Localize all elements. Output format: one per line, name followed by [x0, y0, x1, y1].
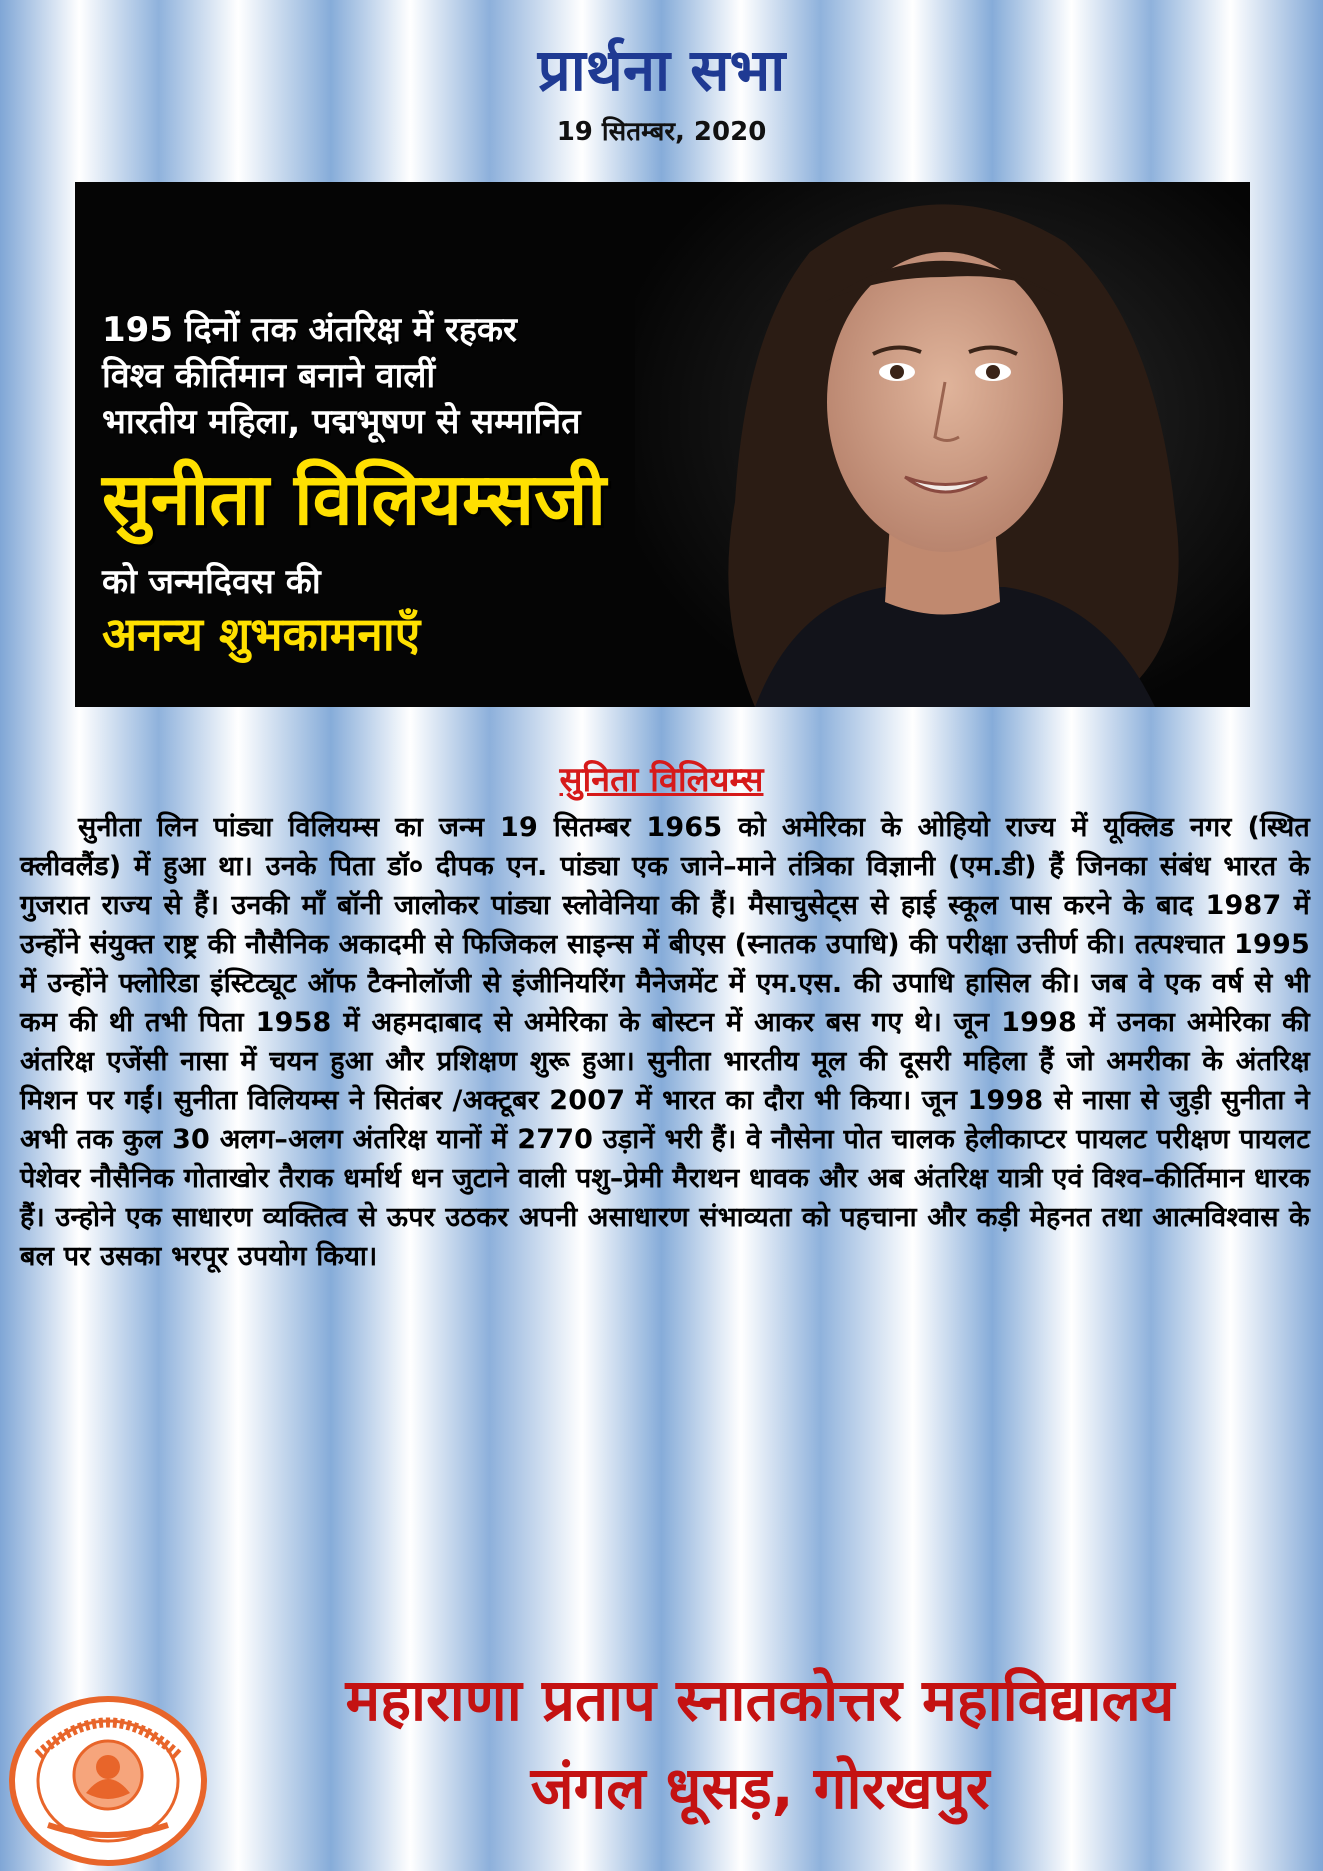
- banner-line-4: को जन्मदिवस की: [102, 562, 321, 602]
- banner-line-2: विश्व कीर्तिमान बनाने वालीं: [102, 356, 436, 396]
- banner-line-1: 195 दिनों तक अंतरिक्ष में रहकर: [102, 310, 517, 350]
- college-location: जंगल धूसड़, गोरखपुर: [530, 1754, 990, 1822]
- banner-text: [102, 307, 822, 663]
- event-date: 19 सितम्बर, 2020: [556, 117, 767, 147]
- page-title: प्रार्थना सभा: [537, 36, 786, 104]
- article-title: सुनिता विलियम्स: [559, 760, 764, 800]
- banner-name: सुनीता विलियम्सजी: [102, 457, 607, 541]
- article-body: सुनीता लिन पांड्या विलियम्स का जन्म 19 सितम्बर 1965 को अमेरिका के ओहियो राज्य में यूक्लिड नगर (स्थित क्लीवलैंड) में हुआ था। उनके पिता डॉ० दीपक एन. पांड्या एक जाने–माने तंत्रिका विज्ञानी (एम.डी) हैं जिनका संबंध भारत के गुजरात राज्य से हैं। उनकी माँ बॉनी जालोकर पांड्या स्लोवेनिया की हैं। मैसाचुसेट्स से हाई स्कूल पास करने के बाद 1987 में उन्होंने संयुक्त राष्ट्र की नौसैनिक अकादमी से फिजिकल साइन्स में बीएस (स्नातक उपाधि) की परीक्षा उत्तीर्ण की। तत्पश्चात 1995 में उन्होंने फ्लोरिडा इंस्टिट्यूट ऑफ टैक्नोलॉजी से इंजीनियरिंग मैनेजमेंट में एम.एस. की उपाधि हासिल की। जब वे एक वर्ष से भी कम की थी तभी पिता 1958 में अहमदाबाद से अमेरिका के बोस्टन में आकर बस गए थे। जून 1998 में उनका अमेरिका की अंतरिक्ष एजेंसी नासा में चयन हुआ और प्रशिक्षण शुरू हुआ। सुनीता भारतीय मूल की दूसरी महिला हैं जो अमरीका के अंतरिक्ष मिशन पर गईं। सुनीता विलियम्स ने सितंबर /अक्टूबर 2007 में भारत का दौरा भी किया। जून 1998 से नासा से जुड़ी सुनीता ने अभी तक कुल 30 अलग–अलग अंतरिक्ष यानों में 2770 उड़ानें भरी हैं। वे नौसेना पोत चालक हेलीकाप्टर पायलट परीक्षण पायलट पेशेवर नौसैनिक गोताखोर तैराक धर्मार्थ धन जुटाने वाली पशु–प्रेमी मैराथन धावक और अब अंतरिक्ष यात्री एवं विश्व–कीर्तिमान धारक हैं। उन्होने एक साधारण व्यक्तित्व से ऊपर उठकर अपनी असाधारण संभाव्यता को पहचाना और कड़ी मेहनत तथा आत्मविश्वास के बल पर उसका भरपूर उपयोग किया।: [20, 812, 1310, 1272]
- college-name: महाराणा प्रताप स्नातकोत्तर महाविद्यालय: [345, 1666, 1175, 1734]
- banner-line-3: भारतीय महिला, पद्मभूषण से सम्मानित: [102, 402, 581, 442]
- banner-wish: अनन्य शुभकामनाएँ: [102, 607, 421, 661]
- birthday-banner: [75, 182, 1250, 707]
- college-seal-icon: [8, 1695, 208, 1867]
